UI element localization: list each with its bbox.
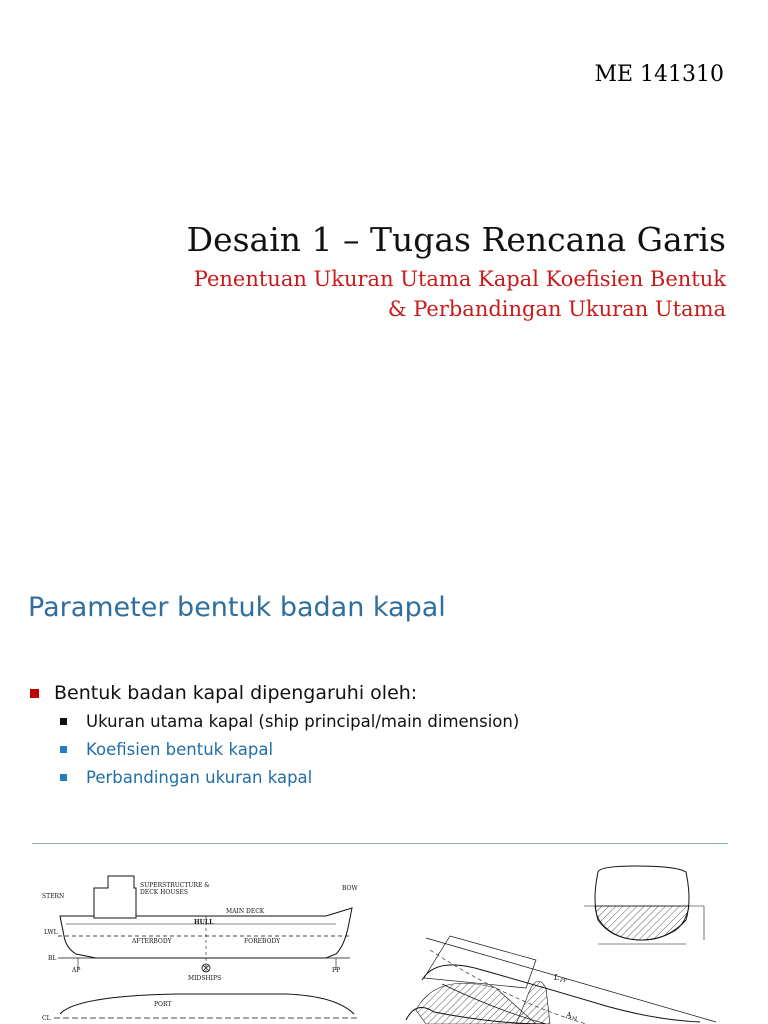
hull-coefficient-diagram (386, 860, 736, 1024)
sub-bullet-3 (30, 768, 519, 796)
label-am: A (566, 1011, 572, 1020)
bullet-list (30, 682, 519, 796)
label-bow: BOW (342, 885, 358, 892)
label-forebody: FOREBODY (244, 938, 281, 945)
label-superstructure-2: DECK HOUSES (140, 889, 188, 896)
sub-bullet-3-text: Perbandingan ukuran kapal (86, 768, 313, 787)
slide-subtitle (194, 264, 726, 324)
slide-heading: Parameter bentuk badan kapal (28, 592, 446, 623)
label-port: PORT (154, 1001, 172, 1008)
label-ap: AP (72, 967, 81, 974)
sub-bullet-2 (30, 740, 519, 768)
label-superstructure-1: SUPERSTRUCTURE & (140, 882, 210, 889)
divider-line (32, 843, 728, 844)
subtitle-line-2: & Perbandingan Ukuran Utama (387, 297, 726, 321)
sub-bullet-1 (30, 712, 519, 740)
square-bullet-icon (60, 746, 67, 753)
slide-parameters (0, 560, 768, 1024)
label-am-sub: M (572, 1016, 578, 1022)
label-bl: BL (48, 955, 57, 962)
subtitle-line-1: Penentuan Ukuran Utama Kapal Koefisien Bentuk (193, 267, 726, 291)
label-lwl: LWL (44, 929, 58, 936)
bullet-main-text: Bentuk badan kapal dipengaruhi oleh: (54, 682, 418, 704)
midship-section (584, 866, 704, 944)
label-hull: HULL (194, 919, 214, 926)
label-afterbody: AFTERBODY (132, 938, 172, 945)
square-bullet-icon (60, 774, 67, 781)
label-midships: MIDSHIPS (188, 975, 222, 982)
bullet-main (30, 682, 519, 712)
slide-title-text: Desain 1 – Tugas Rencana Garis (186, 220, 726, 259)
label-stern: STERN (42, 893, 65, 900)
label-lpp-sub: PP (560, 978, 567, 984)
label-main-deck: MAIN DECK (226, 908, 265, 915)
label-lpp: L (554, 973, 560, 982)
red-square-bullet-icon (30, 689, 39, 698)
sub-bullet-1-text: Ukuran utama kapal (ship principal/main dimension) (86, 712, 520, 731)
course-code: ME 141310 (594, 62, 724, 87)
sub-bullet-2-text: Koefisien bentuk kapal (86, 740, 274, 759)
square-bullet-icon (60, 718, 67, 725)
ship-profile-diagram (36, 868, 366, 1024)
label-cl: CL (42, 1015, 51, 1022)
label-fp: FP (332, 967, 341, 974)
